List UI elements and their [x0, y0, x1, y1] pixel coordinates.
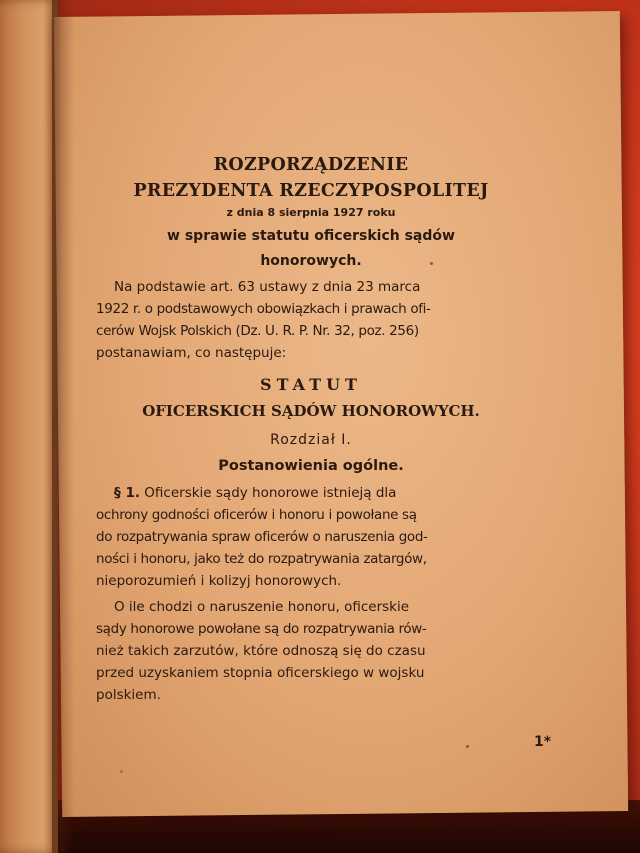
- preamble: [96, 276, 526, 364]
- paragraph-2-line-1: O ile chodzi o naruszenie honoru, oficerskie: [114, 599, 410, 615]
- section-1-label: § 1.: [114, 485, 140, 501]
- subject-line-2: honorowych.: [260, 253, 362, 269]
- paragraph-2-line-2: sądy honorowe powołane są do rozpatrywania rów-: [96, 621, 427, 637]
- title-line-2: PREZYDENTA RZECZYPOSPOLITEJ: [133, 181, 489, 201]
- paragraph-2: [96, 596, 526, 706]
- section-1-line-1-text: Oficerskie sądy honorowe istnieją dla: [144, 485, 397, 501]
- title-line-1: ROZPORZĄDZENIE: [213, 155, 409, 175]
- section-1: [96, 482, 526, 592]
- statute-title: STATUT: [260, 375, 362, 394]
- preamble-line-2: 1922 r. o podstawowych obowiązkach i prawach ofi-: [96, 301, 431, 317]
- section-1-line-3: do rozpatrywania spraw oficerów o naruszenia god-: [96, 529, 428, 545]
- page-text: [96, 152, 526, 706]
- preamble-line-1: Na podstawie art. 63 ustawy z dnia 23 marca: [114, 279, 421, 295]
- section-1-line-4: ności i honoru, jako też do rozpatrywania zatargów,: [96, 551, 427, 567]
- page-number: 1*: [534, 734, 552, 750]
- paragraph-2-line-3: nież takich zarzutów, które odnoszą się do czasu: [96, 643, 426, 659]
- left-page-edge: [0, 0, 58, 853]
- paragraph-2-line-5: polskiem.: [96, 687, 161, 703]
- section-1-line-1: [96, 482, 526, 504]
- chapter-title: Postanowienia ogólne.: [218, 458, 404, 474]
- book-gutter: [52, 0, 74, 853]
- section-1-line-2: ochrony godności oficerów i honoru i powołane są: [96, 507, 417, 523]
- decree-date: z dnia 8 sierpnia 1927 roku: [226, 206, 396, 219]
- subject-line-1: w sprawie statutu oficerskich sądów: [167, 228, 455, 244]
- section-1-line-5: nieporozumień i kolizyj honorowych.: [96, 573, 342, 589]
- chapter-heading: Rozdział I.: [270, 432, 352, 448]
- preamble-line-4: postanawiam, co następuje:: [96, 345, 287, 361]
- paper-speck: [430, 262, 433, 265]
- statute-subtitle: OFICERSKICH SĄDÓW HONOROWYCH.: [142, 402, 480, 420]
- paragraph-2-line-4: przed uzyskaniem stopnia oficerskiego w wojsku: [96, 665, 425, 681]
- paper-speck: [120, 770, 123, 773]
- preamble-line-3: cerów Wojsk Polskich (Dz. U. R. P. Nr. 32, poz. 256): [96, 323, 419, 339]
- paper-speck: [466, 745, 469, 748]
